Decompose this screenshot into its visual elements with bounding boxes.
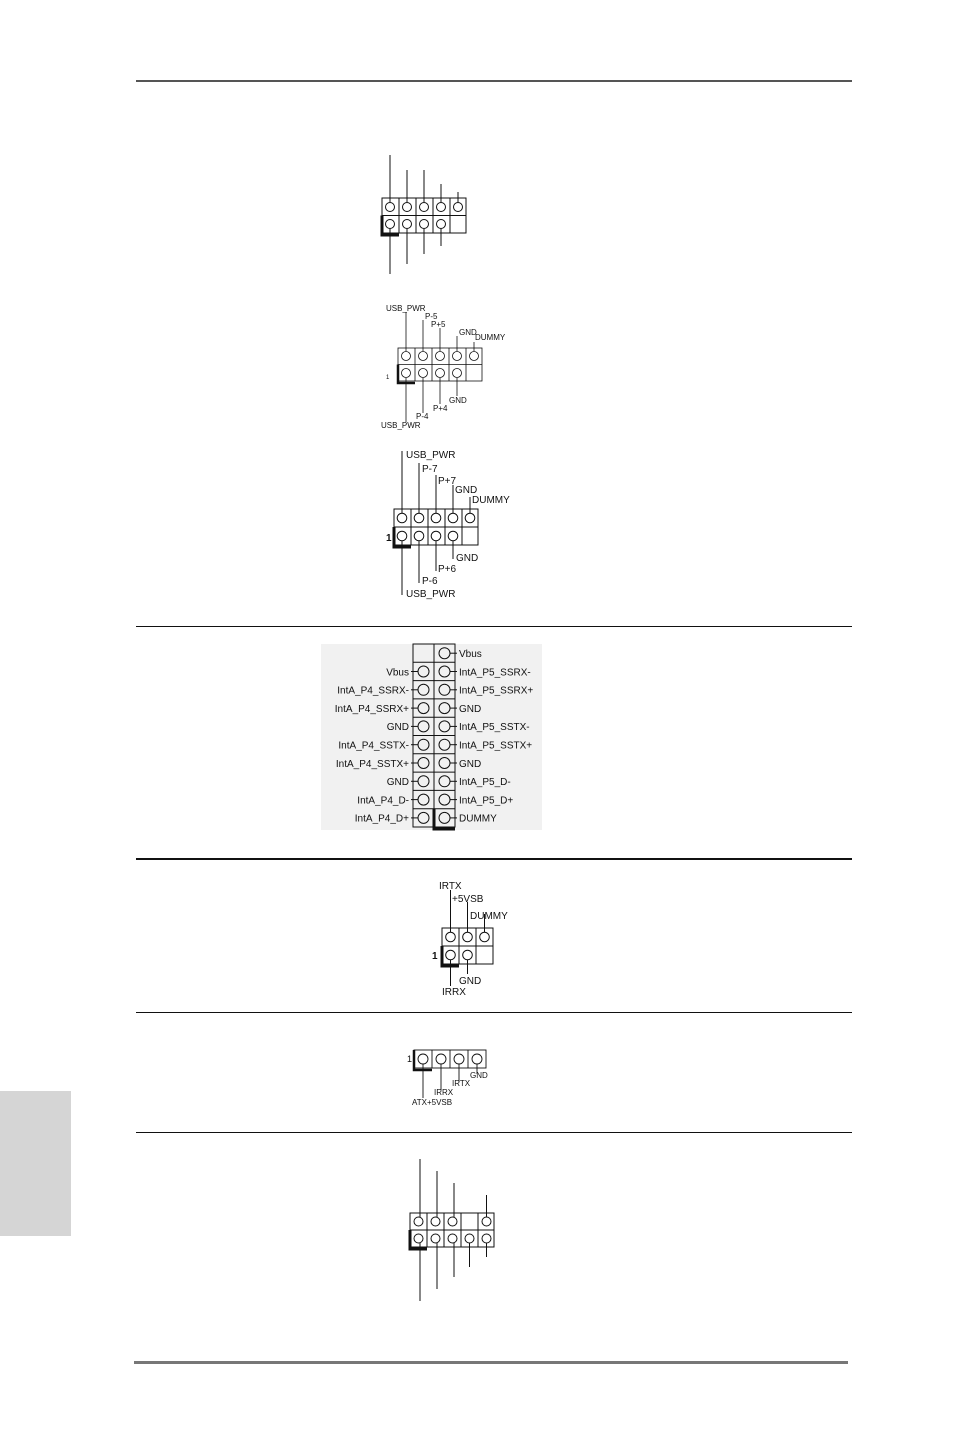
language-side-tab (0, 1091, 71, 1236)
pin-label-usb-pwr-top: USB_PWR (406, 450, 456, 461)
ir-label-irrx: IRRX (442, 987, 466, 998)
section-divider-4 (136, 1132, 852, 1133)
usb3-right-pin-5: IntA_P5_SSTX- (459, 722, 530, 734)
pin-label-p+4: P+4 (433, 404, 448, 413)
usb-header-diagram-a (370, 150, 480, 280)
usb3-left-pin-4: GND (386, 722, 409, 734)
pin-label-p+7: P+7 (438, 476, 457, 487)
header-rule (136, 80, 852, 82)
ir-label-gnd: GND (459, 976, 482, 987)
pin-label-gnd-bottom: GND (449, 396, 467, 405)
pin-label-gnd-top: GND (455, 485, 478, 496)
usb-header-diagram-c (386, 445, 526, 605)
usb3-left-pin-3: IntA_P4_SSRX+ (334, 703, 409, 715)
ir-label-dummy: DUMMY (470, 911, 508, 922)
pin-label-p-7: P-7 (422, 464, 438, 475)
section-divider-2 (136, 858, 852, 860)
pin-1-marker: 1 (432, 951, 438, 962)
cir-label-irtx: IRTX (452, 1079, 471, 1088)
usb3-right-pin-2: IntA_P5_SSRX- (459, 667, 531, 679)
usb3-right-pin-9: IntA_P5_D+ (459, 795, 514, 807)
usb-header-diagram-b (376, 300, 516, 435)
cir-label-atx5vsb: ATX+5VSB (412, 1098, 453, 1107)
pin-1-marker: 1 (407, 1054, 413, 1064)
usb3-header-diagram (321, 644, 542, 830)
ir-label-5vsb: +5VSB (452, 894, 484, 905)
usb3-right-pin-8: IntA_P5_D- (459, 777, 511, 789)
front-panel-header-diagram (400, 1155, 510, 1305)
usb3-right-pin-4: GND (459, 703, 482, 715)
ir-header-diagram (430, 878, 530, 1000)
cir-label-gnd: GND (470, 1071, 488, 1080)
usb3-right-pin-1: Vbus (459, 649, 482, 660)
usb3-left-pin-7: GND (386, 777, 409, 789)
pin-label-p-5: P-5 (425, 312, 438, 321)
pin-label-usb-pwr-bottom: USB_PWR (406, 589, 456, 600)
usb3-left-pin-6: IntA_P4_SSTX+ (335, 758, 409, 770)
pin-label-p+6: P+6 (438, 564, 457, 575)
ir-label-irtx: IRTX (439, 881, 462, 892)
usb3-left-pin-9: IntA_P4_D+ (354, 813, 409, 825)
cir-header-diagram (402, 1044, 502, 1110)
section-divider-1 (136, 626, 852, 627)
pin-label-p-6: P-6 (422, 576, 438, 587)
usb3-left-pin-8: IntA_P4_D- (357, 795, 409, 807)
usb3-right-pin-6: IntA_P5_SSTX+ (459, 740, 533, 752)
pin-label-p+5: P+5 (431, 320, 446, 329)
section-divider-3 (136, 1012, 852, 1013)
usb3-right-pin-7: GND (459, 758, 482, 770)
footer-rule (134, 1361, 848, 1364)
pin-1-marker: 1 (386, 375, 390, 381)
pin-label-usb-pwr-bottom: USB_PWR (381, 421, 421, 430)
usb3-left-pin-2: IntA_P4_SSRX- (337, 685, 409, 697)
usb3-right-pin-3: IntA_P5_SSRX+ (459, 685, 534, 697)
pin-label-gnd-bottom: GND (456, 553, 479, 564)
usb3-right-pin-10: DUMMY (459, 813, 497, 825)
pin-label-dummy: DUMMY (475, 333, 506, 342)
pin-label-p-4: P-4 (416, 412, 429, 421)
pin-label-usb-pwr-top: USB_PWR (386, 304, 426, 313)
cir-label-irrx: IRRX (434, 1088, 454, 1097)
usb3-left-pin-1: Vbus (386, 667, 409, 679)
pin-label-gnd-top: GND (459, 328, 477, 337)
usb3-left-pin-5: IntA_P4_SSTX- (338, 740, 409, 752)
pin-label-dummy: DUMMY (472, 495, 510, 506)
pin-1-marker: 1 (386, 533, 392, 544)
